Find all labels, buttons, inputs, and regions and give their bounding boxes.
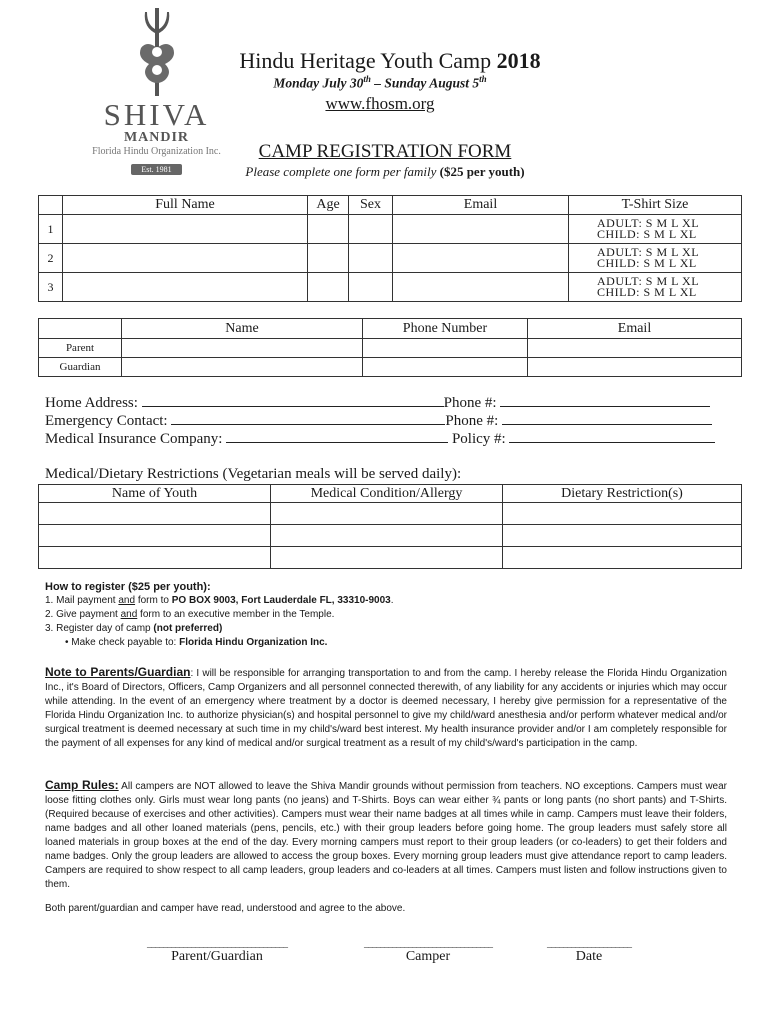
- logo-est-badge: Est. 1981: [131, 164, 181, 175]
- camp-year: 2018: [496, 48, 541, 73]
- table-row: [39, 244, 742, 273]
- check-payable: • Make check payable to: Florida Hindu Organization Inc.: [65, 637, 328, 648]
- email-field[interactable]: [393, 215, 569, 244]
- form-subtitle: Please complete one form per family ($25 per youth): [245, 164, 525, 179]
- form-title: CAMP REGISTRATION FORM: [258, 141, 512, 162]
- age-field[interactable]: [308, 215, 349, 244]
- note-text: : I will be responsible for arranging transportation to and from the camp. I hereby release the Florida Hindu Organization Inc., it's Board of Directors, Officers, Camp Organizers and all personnel connected therewith, of any liability for any accidents or injuries which may occur while attending. In the event of an emergency where treatment by a doctor is deemed necessary, I hereby give permission for a representative of the Florida Hindu Organization Inc. to authorize physician(s) and hospital personnel to give my child/ward anesthesia and/or perform whatever medical and/or surgical treatment is deemed necessary at such time in my child's/ward best interest. My health insurance provider and/or I am completely responsible for the payment of all expenses for any kind of medical and/or surgical treatment as a result of my child's/ward's participation in the camp.: [45, 668, 727, 749]
- table-header-row: [39, 319, 742, 339]
- website-link[interactable]: www.fhosm.org: [325, 94, 435, 113]
- row-label: Guardian: [39, 358, 122, 377]
- note-lead: Note to Parents/Guardian: [45, 665, 191, 679]
- column-header-role: [39, 319, 122, 339]
- logo-brand: SHIVA: [103, 97, 210, 132]
- sex-field[interactable]: [349, 273, 393, 302]
- step-2: 2. Give payment and form to an executive member in the Temple.: [45, 609, 335, 620]
- rules-lead: Camp Rules:: [45, 778, 119, 792]
- signature-line: ________________________________: [364, 938, 492, 949]
- condition-field[interactable]: [271, 525, 503, 547]
- row-label: Parent: [39, 339, 122, 358]
- column-header: Sex: [349, 196, 393, 215]
- medical-table: [38, 484, 742, 569]
- insurance-field[interactable]: [226, 430, 448, 443]
- rules-text: All campers are NOT allowed to leave the Shiva Mandir grounds without permission from teachers. NO exceptions. Campers must wear loose fitting clothes only. Girls must wear long pants (no jeans) and T-Shirts. Boys can wear either ¾ pants or long pants (no short pants) and T-Shirts. (Required because of exercises and other activities). Campers must wear their name badges at all times while in camp. Campers must leave their folders, name badges and all other loaned materials (pens, pencils, etc.) with their group leaders before going home. The group leaders must safely store all loaned materials in group boxes at the end of the day. Every morning campers must report to their group leaders (or co-leaders) to get their folders and name badges. Only the group leaders are allowed to access the group boxes. Every morning group leaders must give attendance report to camp leaders. Campers are required to show respect to all camp leaders, group leaders and co-leaders at all times. Campers must listen and follow instructions given to them.: [45, 781, 727, 890]
- sex-field[interactable]: [349, 244, 393, 273]
- row-number: 2: [39, 244, 63, 273]
- home-address-row: [45, 394, 710, 412]
- email-field[interactable]: [528, 339, 742, 358]
- phone-field[interactable]: [363, 339, 528, 358]
- column-header: Name: [122, 319, 363, 339]
- table-row: [39, 339, 742, 358]
- emergency-contact-field[interactable]: [171, 412, 445, 425]
- row-number: 1: [39, 215, 63, 244]
- table-row: [39, 525, 742, 547]
- emergency-contact-row: [45, 412, 712, 430]
- signature-line: _____________________: [547, 938, 631, 949]
- full-name-field[interactable]: [63, 244, 308, 273]
- phone-field[interactable]: [363, 358, 528, 377]
- table-header-row: [39, 196, 742, 215]
- column-header: Age: [308, 196, 349, 215]
- date-signature[interactable]: [532, 938, 646, 965]
- column-header: Full Name: [63, 196, 308, 215]
- column-header: Phone Number: [363, 319, 528, 339]
- policy-label: Policy #:: [451, 431, 506, 447]
- policy-field[interactable]: [509, 430, 715, 443]
- how-to-register: [45, 580, 745, 650]
- shiva-mandir-logo: [84, 8, 229, 174]
- bullet-icon: •: [65, 637, 72, 648]
- row-number: 3: [39, 273, 63, 302]
- column-header: Name of Youth: [39, 485, 271, 503]
- step-1: 1. Mail payment and form to PO BOX 9003, Fort Lauderdale FL, 33310-9003.: [45, 595, 394, 606]
- camper-signature[interactable]: [342, 938, 514, 965]
- sex-field[interactable]: [349, 215, 393, 244]
- tshirt-size-options[interactable]: ADULT: S M L XL CHILD: S M L XL: [569, 273, 742, 302]
- youth-name-field[interactable]: [39, 525, 271, 547]
- trident-om-icon: [127, 8, 187, 96]
- full-name-field[interactable]: [63, 215, 308, 244]
- email-field[interactable]: [393, 244, 569, 273]
- email-field[interactable]: [528, 358, 742, 377]
- camp-rules: [45, 778, 727, 892]
- age-field[interactable]: [308, 244, 349, 273]
- table-row: [39, 503, 742, 525]
- insurance-label: Medical Insurance Company:: [45, 431, 223, 447]
- phone-field[interactable]: [500, 394, 710, 407]
- page-title: Hindu Heritage Youth Camp 2018: [239, 48, 541, 73]
- condition-field[interactable]: [271, 503, 503, 525]
- name-field[interactable]: [122, 339, 363, 358]
- signature-line: ___________________________________: [147, 938, 287, 949]
- full-name-field[interactable]: [63, 273, 308, 302]
- home-address-label: Home Address:: [45, 395, 138, 411]
- email-field[interactable]: [393, 273, 569, 302]
- phone-label: Phone #:: [445, 413, 499, 429]
- camper-signature-label: Camper: [405, 949, 451, 964]
- dietary-field[interactable]: [503, 525, 742, 547]
- how-to-heading: How to register ($25 per youth):: [45, 581, 211, 593]
- condition-field[interactable]: [271, 547, 503, 569]
- youth-name-field[interactable]: [39, 547, 271, 569]
- medical-heading: Medical/Dietary Restrictions (Vegetarian meals will be served daily):: [45, 466, 462, 482]
- logo-org: Florida Hindu Organization Inc.: [92, 146, 221, 157]
- parent-signature[interactable]: [124, 938, 310, 965]
- tshirt-size-options[interactable]: ADULT: S M L XL CHILD: S M L XL: [569, 244, 742, 273]
- column-header-number: [39, 196, 63, 215]
- column-header: Email: [393, 196, 569, 215]
- table-header-row: [39, 485, 742, 503]
- dietary-field[interactable]: [503, 547, 742, 569]
- date-label: Date: [575, 949, 603, 964]
- logo-sub: MANDIR: [123, 130, 190, 145]
- tshirt-size-options[interactable]: ADULT: S M L XL CHILD: S M L XL: [569, 215, 742, 244]
- name-field[interactable]: [122, 358, 363, 377]
- step-3: 3. Register day of camp (not preferred): [45, 623, 223, 634]
- home-address-field[interactable]: [142, 394, 444, 407]
- parent-table: [38, 318, 742, 377]
- note-to-parents: [45, 665, 727, 751]
- table-row: [39, 547, 742, 569]
- parent-signature-label: Parent/Guardian: [171, 949, 263, 964]
- agreement-text: Both parent/guardian and camper have read, understood and agree to the above.: [45, 903, 406, 914]
- column-header: Dietary Restriction(s): [503, 485, 742, 503]
- column-header: Email: [528, 319, 742, 339]
- camp-dates: Monday July 30th – Sunday August 5th: [273, 74, 487, 91]
- column-header: Medical Condition/Allergy: [271, 485, 503, 503]
- phone-label: Phone #:: [443, 395, 497, 411]
- column-header: T-Shirt Size: [569, 196, 742, 215]
- insurance-row: [45, 430, 715, 448]
- table-row: [39, 273, 742, 302]
- youth-name-field[interactable]: [39, 503, 271, 525]
- youth-table: [38, 195, 742, 302]
- table-row: [39, 215, 742, 244]
- emergency-contact-label: Emergency Contact:: [45, 413, 168, 429]
- dietary-field[interactable]: [503, 503, 742, 525]
- age-field[interactable]: [308, 273, 349, 302]
- emergency-phone-field[interactable]: [502, 412, 712, 425]
- table-row: [39, 358, 742, 377]
